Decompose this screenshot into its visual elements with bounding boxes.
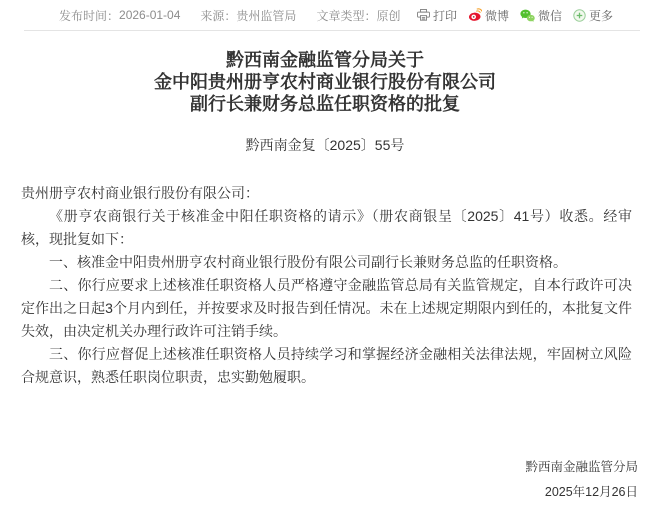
signature-block [0,455,638,505]
weibo-label: 微博 [484,8,509,23]
more-icon [573,9,586,22]
document-number: 黔西南金复〔2025〕55号 [245,137,405,153]
source-value: 贵州监管局 [236,8,297,23]
publish-time-label: 发布时间： [59,8,120,23]
document-title-line-2: 金中阳贵州册亨农村商业银行股份有限公司 [154,72,496,92]
share-toolbar [417,7,613,24]
signature-date: 2025年12月26日 [544,485,638,499]
source-label: 来源： [200,8,237,23]
share-weibo-button[interactable] [468,7,509,24]
document-title [30,49,620,115]
wechat-label: 微信 [537,8,562,23]
paragraph-intro: 《册亨农商银行关于核准金中阳任职资格的请示》（册农商银呈〔2025〕41号）收悉。经审核，现批复如下： [21,208,632,247]
paragraph-item-1: 一、核准金中阳贵州册亨农村商业银行股份有限公司副行长兼财务总监的任职资格。 [49,254,567,270]
publish-time-value: 2026-01-04 [119,8,181,22]
more-label: 更多 [588,8,613,23]
addressee-line: 贵州册亨农村商业银行股份有限公司： [21,185,259,201]
share-more-button[interactable] [573,7,613,24]
source [200,7,296,24]
signature-org: 黔西南金融监管分局 [525,460,638,474]
article-meta-bar [24,0,640,31]
publish-time [59,7,180,24]
article-type-value: 原创 [376,8,401,23]
share-wechat-button[interactable] [520,7,562,24]
weibo-icon [468,8,482,22]
wechat-icon [520,9,535,22]
article-type [316,7,400,24]
print-button[interactable] [417,7,457,24]
paragraph-item-3: 三、你行应督促上述核准任职资格人员持续学习和掌握经济金融相关法律法规，牢固树立风险合规意识，熟悉任职岗位职责，忠实勤勉履职。 [21,346,632,385]
document-title-line-1: 黔西南金融监管分局关于 [226,50,424,70]
paragraph-item-2: 二、你行应要求上述核准任职资格人员严格遵守金融监管总局有关监管规定，自本行政许可决定作出之日起3个月内到任，并按要求及时报告到任情况。未在上述规定期限内到任的，本批复文件失效，由决定机关办理行政许可注销手续。 [21,277,632,339]
printer-icon [417,9,430,21]
document-body [21,182,632,389]
print-label: 打印 [432,8,457,23]
document-title-line-3: 副行长兼财务总监任职资格的批复 [190,94,460,114]
article-type-label: 文章类型： [316,8,377,23]
article-meta-info [59,7,400,24]
